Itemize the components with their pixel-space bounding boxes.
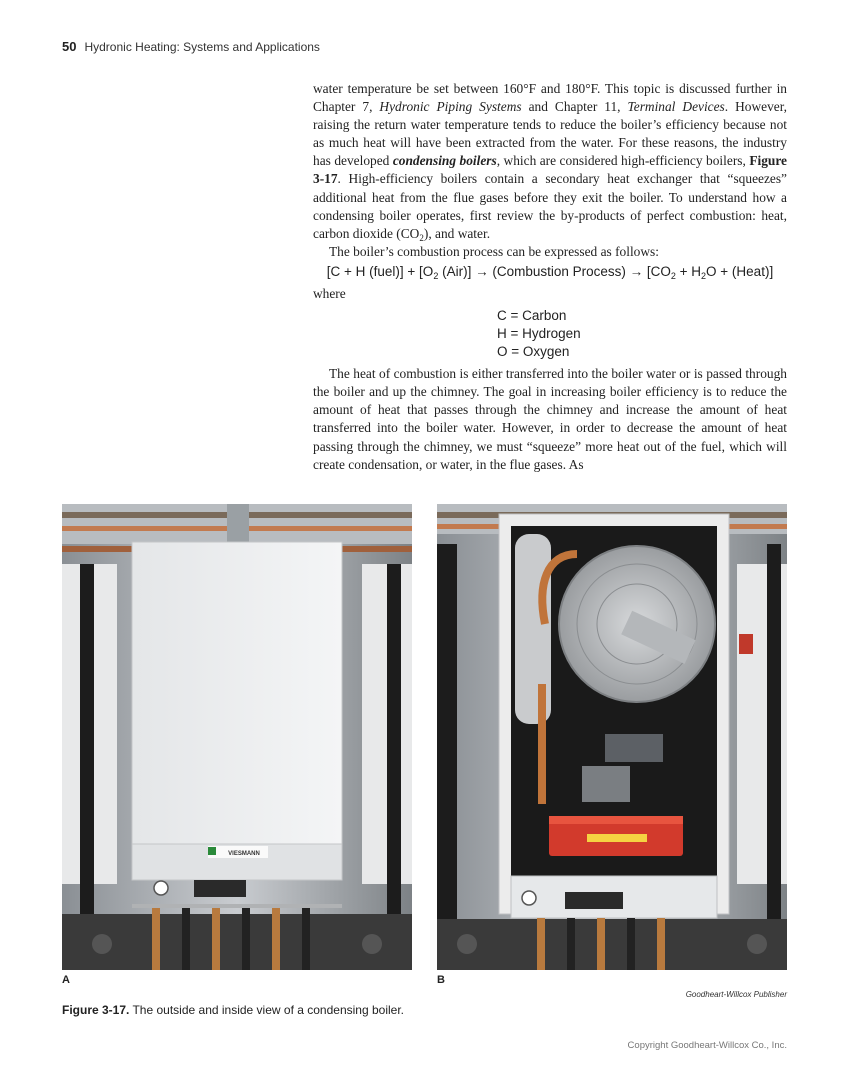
combustion-equation (313, 263, 787, 281)
figure-caption (62, 1003, 404, 1017)
chapter-7-title: Hydronic Piping Systems (379, 99, 522, 115)
definition-carbon: C = Carbon (497, 308, 567, 324)
brand-logo: VIESMANN (228, 851, 260, 857)
figure-number: Figure 3-17. (62, 1003, 130, 1017)
text-run: . High-efficiency boilers contain a secondary heat exchanger that “squeezes” additional heat from the flue gases before they exit the boiler. To understand how a condensing boiler operates, first review the by-products of perfect combustion: heat, carbon dioxide (CO (313, 171, 787, 241)
text-run: , which are considered high-efficiency boilers, (496, 153, 750, 169)
book-title: Hydronic Heating: Systems and Applications (84, 40, 320, 54)
page-number: 50 (62, 39, 77, 54)
subscript: 2 (419, 232, 424, 243)
text-run: . However, raising the return water temperature tends to reduce the boiler’s efficiency because not as much heat will have been extracted from the water. For these reasons, the industry has developed (313, 99, 788, 169)
text-run: ), and water. (423, 225, 491, 241)
photo-credit: Goodheart-Willcox Publisher (685, 990, 787, 999)
subscript: 2 (701, 270, 707, 281)
text-run: water temperature be set between 160°F and 180°F. This topic is discussed further in Chapter 7, (313, 81, 787, 115)
paragraph-1 (313, 80, 787, 243)
paragraph-3: The heat of combustion is either transferred into the boiler water or is passed through the boiler and up the chimney. The goal in increasing boiler efficiency is to reduce the amount of heat that passes through the chimney and increase the amount of heat transferred into the boiler water. However, in order to decrease the amount of heat passing through the chimney, we must “squeeze” more heat out of the fuel, which will create condensation, or water, in the flue gases. As (313, 366, 787, 472)
eq-part: + H (675, 263, 702, 279)
subscript: 2 (433, 270, 439, 281)
text-run: and Chapter 11, (521, 99, 628, 115)
key-term: condensing boilers (392, 153, 497, 169)
photo-boiler-inside (437, 504, 787, 970)
eq-part: [C + H (fuel)] + [O (326, 263, 434, 279)
body-text (313, 80, 787, 474)
definitions-list (497, 307, 787, 361)
definition-hydrogen: H = Hydrogen (497, 326, 581, 342)
eq-part: (Air)] → (Combustion Process) → [CO (438, 263, 671, 279)
subscript: 2 (670, 270, 676, 281)
panel-label-b: B (437, 974, 445, 986)
copyright-notice: Copyright Goodheart-Willcox Co., Inc. (627, 1040, 787, 1051)
figure-reference: Figure 3-17 (313, 153, 787, 187)
definition-oxygen: O = Oxygen (497, 344, 570, 360)
panel-label-a: A (62, 974, 70, 986)
running-head (62, 39, 320, 54)
eq-part: O + (Heat)] (706, 263, 774, 279)
where-label: where (313, 286, 346, 302)
chapter-11-title: Terminal Devices (627, 99, 725, 115)
caption-text: The outside and inside view of a condensing boiler. (129, 1003, 404, 1017)
paragraph-2: The boiler’s combustion process can be expressed as follows: (329, 243, 659, 259)
photo-boiler-outside (62, 504, 412, 970)
